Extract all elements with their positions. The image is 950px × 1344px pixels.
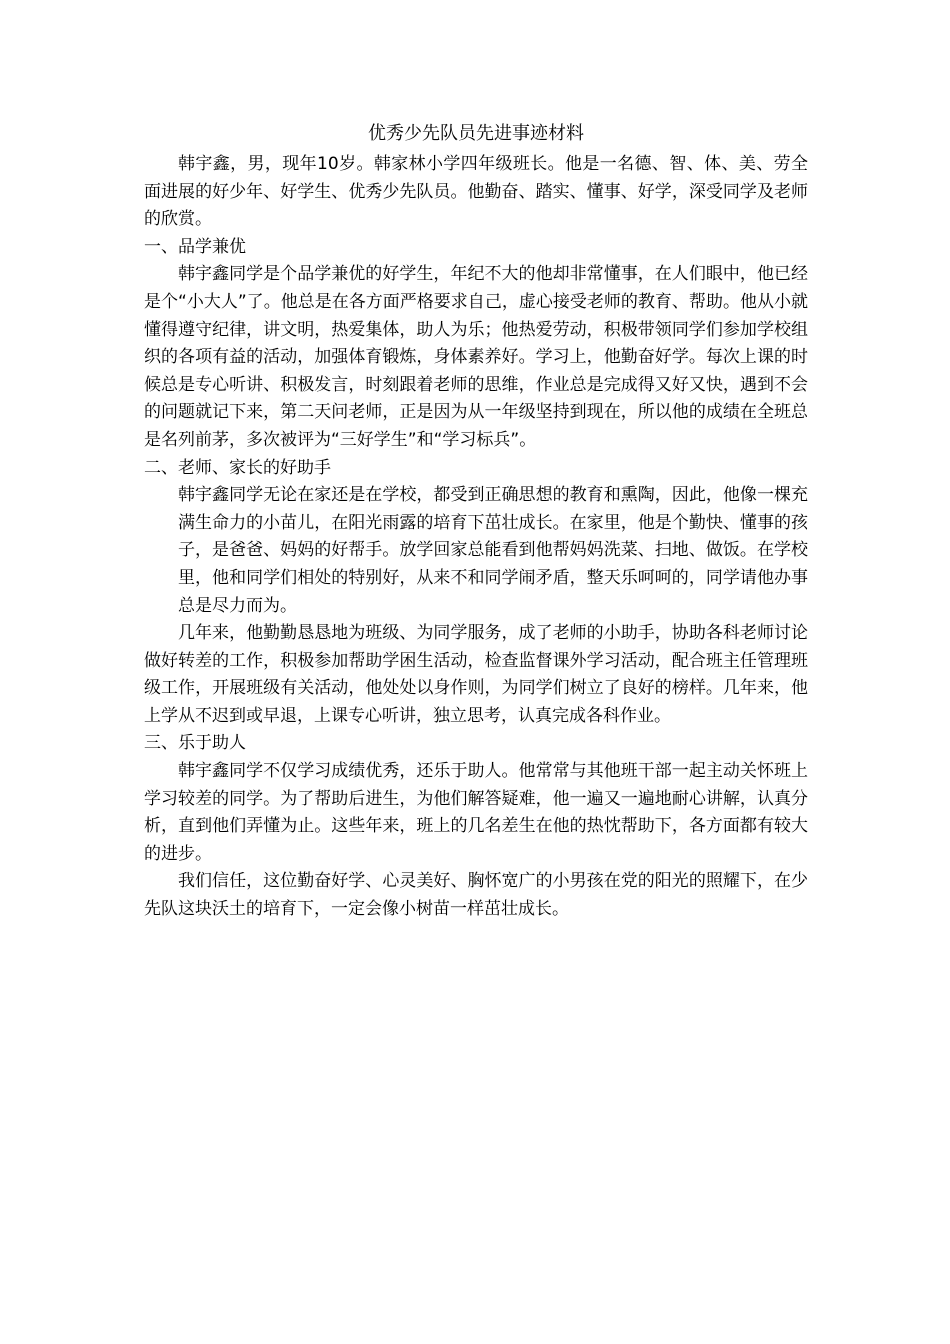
section-heading-3: 三、乐于助人: [144, 733, 246, 754]
closing-paragraph: 我们信任，这位勤奋好学、心灵美好、胸怀宽广的小男孩在党的阳光的照耀下，在少先队这块沃土的培育下，一定会像小树苗一样茁壮成长。: [144, 871, 808, 920]
intro-paragraph: 韩宇鑫，男，现年10岁。韩家林小学四年级班长。他是一名德、智、体、美、劳全面进展的好少年、好学生、优秀少先队员。他勤奋、踏实、懂事、好学，深受同学及老师的欣赏。: [144, 154, 808, 230]
section-3-paragraph: 韩宇鑫同学不仅学习成绩优秀，还乐于助人。他常常与其他班干部一起主动关怀班上学习较差的同学。为了帮助后进生，为他们解答疑难，他一遍又一遍地耐心讲解，认真分析，直到他们弄懂为止。这些年来，班上的几名差生在他的热忱帮助下，各方面都有较大的进步。: [144, 761, 808, 864]
section-2-paragraph-1: 韩宇鑫同学无论在家还是在学校，都受到正确思想的教育和熏陶，因此，他像一棵充满生命力的小苗儿，在阳光雨露的培育下茁壮成长。在家里，他是个勤快、懂事的孩子，是爸爸、妈妈的好帮手。放学回家总能看到他帮妈妈洗菜、扫地、做饭。在学校里，他和同学们相处的特别好，从来不和同学闹矛盾，整天乐呵呵的，同学请他办事总是尽力而为。: [178, 485, 808, 616]
document-title: 优秀少先队员先进事迹材料: [368, 123, 584, 144]
section-heading-1: 一、品学兼优: [144, 236, 246, 257]
section-2-paragraph-2: 几年来，他勤勤恳恳地为班级、为同学服务，成了老师的小助手，协助各科老师讨论做好转差的工作，积极参加帮助学困生活动，检查监督课外学习活动，配合班主任管理班级工作，开展班级有关活动，他处处以身作则，为同学们树立了良好的榜样。几年来，他上学从不迟到或早退，上课专心听讲，独立思考，认真完成各科作业。: [144, 623, 808, 726]
section-1-paragraph: 韩宇鑫同学是个品学兼优的好学生，年纪不大的他却非常懂事，在人们眼中，他已经是个“小大人”了。他总是在各方面严格要求自己，虚心接受老师的教育、帮助。他从小就懂得遵守纪律，讲文明，热爱集体，助人为乐；他热爱劳动，积极带领同学们参加学校组织的各项有益的活动，加强体育锻炼，身体素养好。学习上，他勤奋好学。每次上课的时候总是专心听讲、积极发言，时刻跟着老师的思维，作业总是完成得又好又快，遇到不会的问题就记下来，第二天问老师，正是因为从一年级坚持到现在，所以他的成绩在全班总是名列前茅，多次被评为“三好学生”和“学习标兵”。: [144, 264, 808, 450]
document-page: [144, 120, 808, 924]
section-heading-2: 二、老师、家长的好助手: [144, 457, 331, 478]
